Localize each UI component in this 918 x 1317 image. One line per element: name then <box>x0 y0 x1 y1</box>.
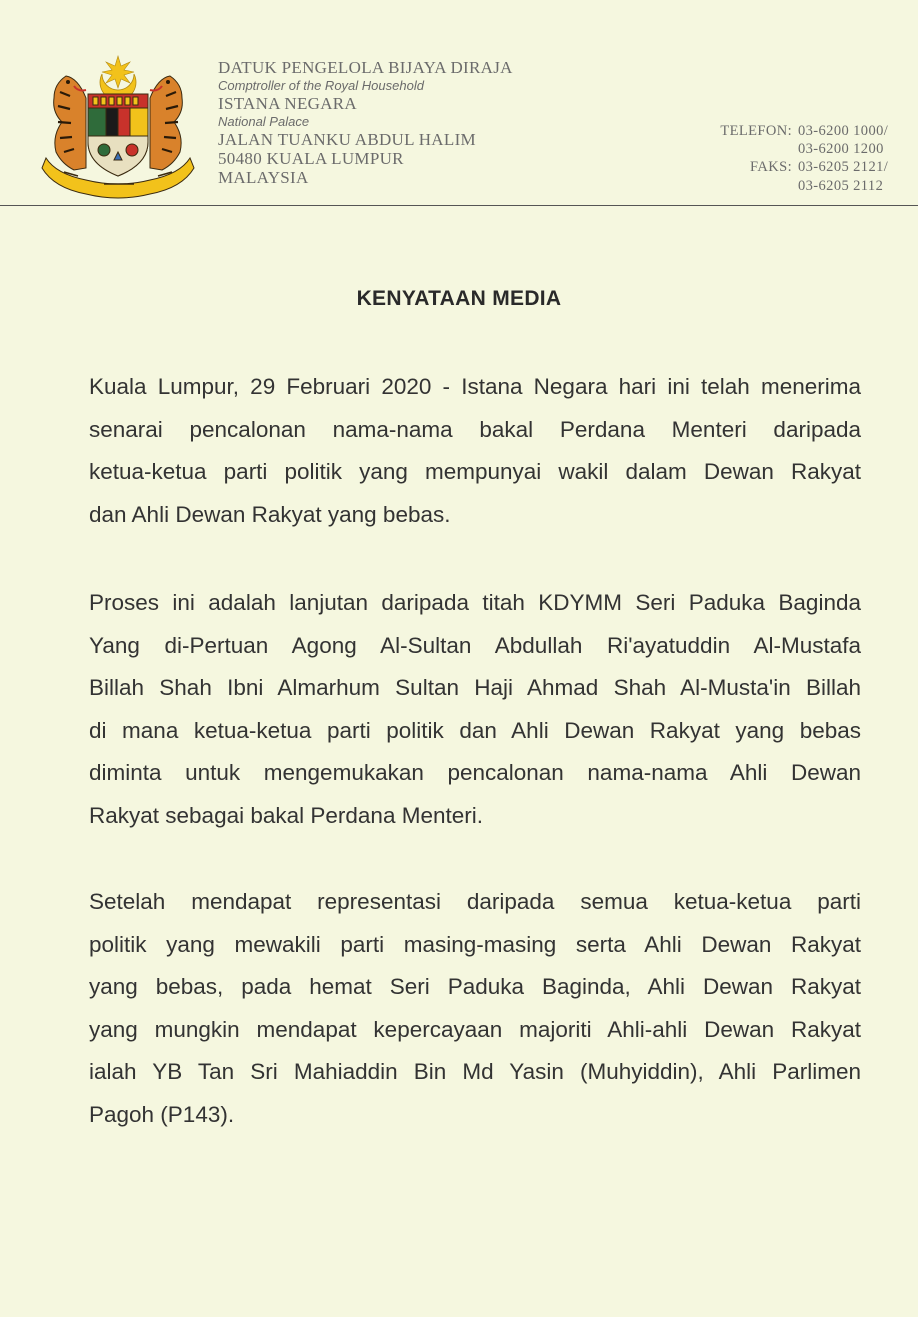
address-country: MALAYSIA <box>218 168 309 187</box>
contact-row <box>660 158 900 176</box>
contact-row <box>660 122 900 140</box>
text-line: Yang di-Pertuan Agong Al-Sultan Abdullah Ri'ayatuddin Al-Mustafa <box>89 632 861 658</box>
text-line: di mana ketua-ketua parti politik dan Ahli Dewan Rakyat yang bebas <box>89 717 861 743</box>
letterhead-contact <box>660 122 900 195</box>
malaysia-coat-of-arms-icon <box>38 52 198 202</box>
contact-row <box>660 177 900 195</box>
text-line: diminta untuk mengemukakan pencalonan nama-nama Ahli Dewan <box>89 760 861 786</box>
text-line: dan Ahli Dewan Rakyat yang bebas. <box>89 501 451 527</box>
letterhead-divider <box>0 205 918 206</box>
palace-name-english: National Palace <box>218 114 310 129</box>
paragraph-3 <box>89 881 861 1137</box>
office-name-english: Comptroller of the Royal Household <box>218 78 424 93</box>
document-title: KENYATAAN MEDIA <box>356 287 562 310</box>
contact-label: TELEFON: <box>720 123 792 139</box>
letterhead-address <box>218 58 513 187</box>
text-line: Pagoh (P143). <box>89 1101 235 1127</box>
text-line: senarai pencalonan nama-nama bakal Perdana Menteri daripada <box>89 416 861 442</box>
paragraph-2 <box>89 582 861 838</box>
contact-value: 03-6200 1000/ <box>798 123 889 139</box>
text-line: ketua-ketua parti politik yang mempunyai wakil dalam Dewan Rakyat <box>89 459 861 485</box>
office-name: DATUK PENGELOLA BIJAYA DIRAJA <box>218 58 513 77</box>
text-line: yang bebas, pada hemat Seri Paduka Baginda, Ahli Dewan Rakyat <box>89 974 861 1000</box>
text-line: Billah Shah Ibni Almarhum Sultan Haji Ahmad Shah Al-Musta'in Billah <box>89 675 861 701</box>
address-city: 50480 KUALA LUMPUR <box>218 149 404 168</box>
text-line: Rakyat sebagai bakal Perdana Menteri. <box>89 802 483 828</box>
contact-value: 03-6205 2121/ <box>798 159 889 176</box>
text-line: Kuala Lumpur, 29 Februari 2020 - Istana Negara hari ini telah menerima <box>89 374 861 399</box>
text-line: ialah YB Tan Sri Mahiaddin Bin Md Yasin (Muhyiddin), Ahli Parlimen <box>89 1059 861 1085</box>
contact-value: 03-6205 2112 <box>798 177 884 194</box>
text-line: yang mungkin mendapat kepercayaan majoriti Ahli-ahli Dewan Rakyat <box>89 1016 861 1042</box>
text-line: Setelah mendapat representasi daripada semua ketua-ketua parti <box>89 889 861 914</box>
text-line: Proses ini adalah lanjutan daripada titah KDYMM Seri Paduka Baginda <box>89 590 861 615</box>
contact-value: 03-6200 1200 <box>798 141 884 158</box>
contact-row <box>660 140 900 158</box>
address-street: JALAN TUANKU ABDUL HALIM <box>218 130 476 149</box>
palace-name: ISTANA NEGARA <box>218 94 358 113</box>
text-line: politik yang mewakili parti masing-masing serta Ahli Dewan Rakyat <box>89 931 861 957</box>
paragraph-1 <box>89 366 861 536</box>
contact-label: FAKS: <box>749 159 792 176</box>
